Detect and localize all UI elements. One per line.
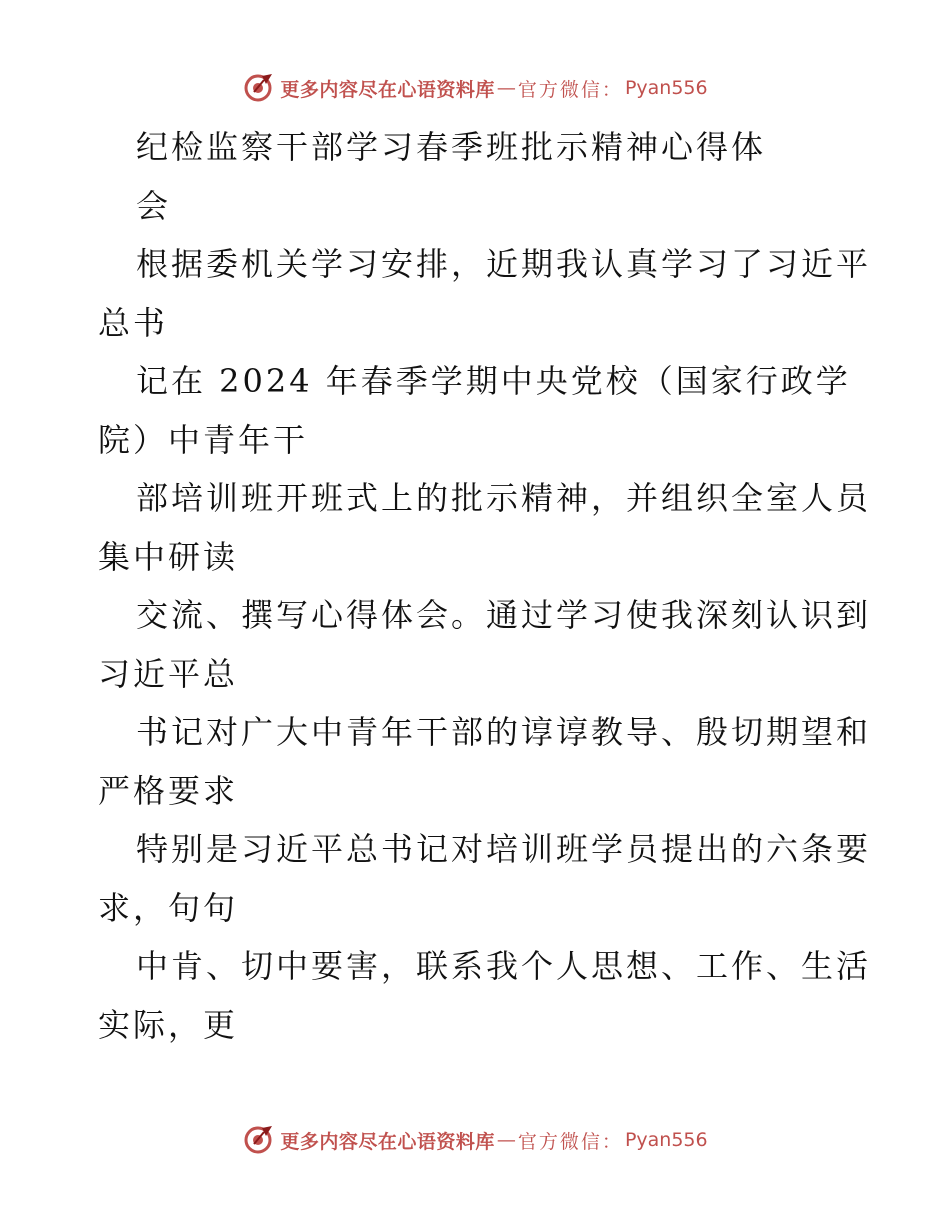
text-line: 中肯、切中要害，联系我个人思想、工作、生活 bbox=[136, 947, 872, 985]
text-line: 求，句句 bbox=[98, 888, 239, 927]
text-line: 习近平总 bbox=[98, 654, 239, 693]
text-line: 总书 bbox=[98, 303, 169, 342]
text-line: 交流、撰写心得体会。通过学习使我深刻认识到 bbox=[136, 596, 872, 634]
text-line: 会 bbox=[136, 186, 172, 225]
text-line: 记在 2024 年春季学期中央党校（国家行政学 bbox=[136, 362, 851, 400]
watermark-wechat-id: Pyan556 bbox=[624, 1129, 708, 1151]
text-line: 纪检监察干部学习春季班批示精神心得体 bbox=[136, 128, 767, 166]
pen-logo-icon bbox=[242, 1124, 274, 1156]
watermark-main-text: 更多内容尽在心语资料库 bbox=[280, 78, 495, 101]
watermark-footer bbox=[0, 1120, 950, 1160]
watermark-dash: — bbox=[496, 77, 516, 99]
text-line: 院）中青年干 bbox=[98, 420, 309, 459]
text-line: 严格要求 bbox=[98, 771, 239, 810]
watermark-header bbox=[0, 68, 950, 108]
watermark-official-label: 官方微信： bbox=[517, 1130, 623, 1153]
text-line: 部培训班开班式上的批示精神，并组织全室人员 bbox=[136, 479, 872, 517]
watermark-dash: — bbox=[496, 1129, 516, 1151]
text-line: 集中研读 bbox=[98, 537, 239, 576]
watermark-main-text: 更多内容尽在心语资料库 bbox=[280, 1130, 495, 1153]
watermark-wechat-id: Pyan556 bbox=[624, 77, 708, 99]
pen-logo-icon bbox=[242, 72, 274, 104]
document-body bbox=[98, 122, 872, 1058]
text-line: 书记对广大中青年干部的谆谆教导、殷切期望和 bbox=[136, 713, 872, 751]
text-line: 实际，更 bbox=[98, 1005, 239, 1044]
text-line: 根据委机关学习安排，近期我认真学习了习近平 bbox=[136, 245, 872, 283]
watermark-official-label: 官方微信： bbox=[517, 78, 623, 101]
text-line: 特别是习近平总书记对培训班学员提出的六条要 bbox=[136, 830, 872, 868]
